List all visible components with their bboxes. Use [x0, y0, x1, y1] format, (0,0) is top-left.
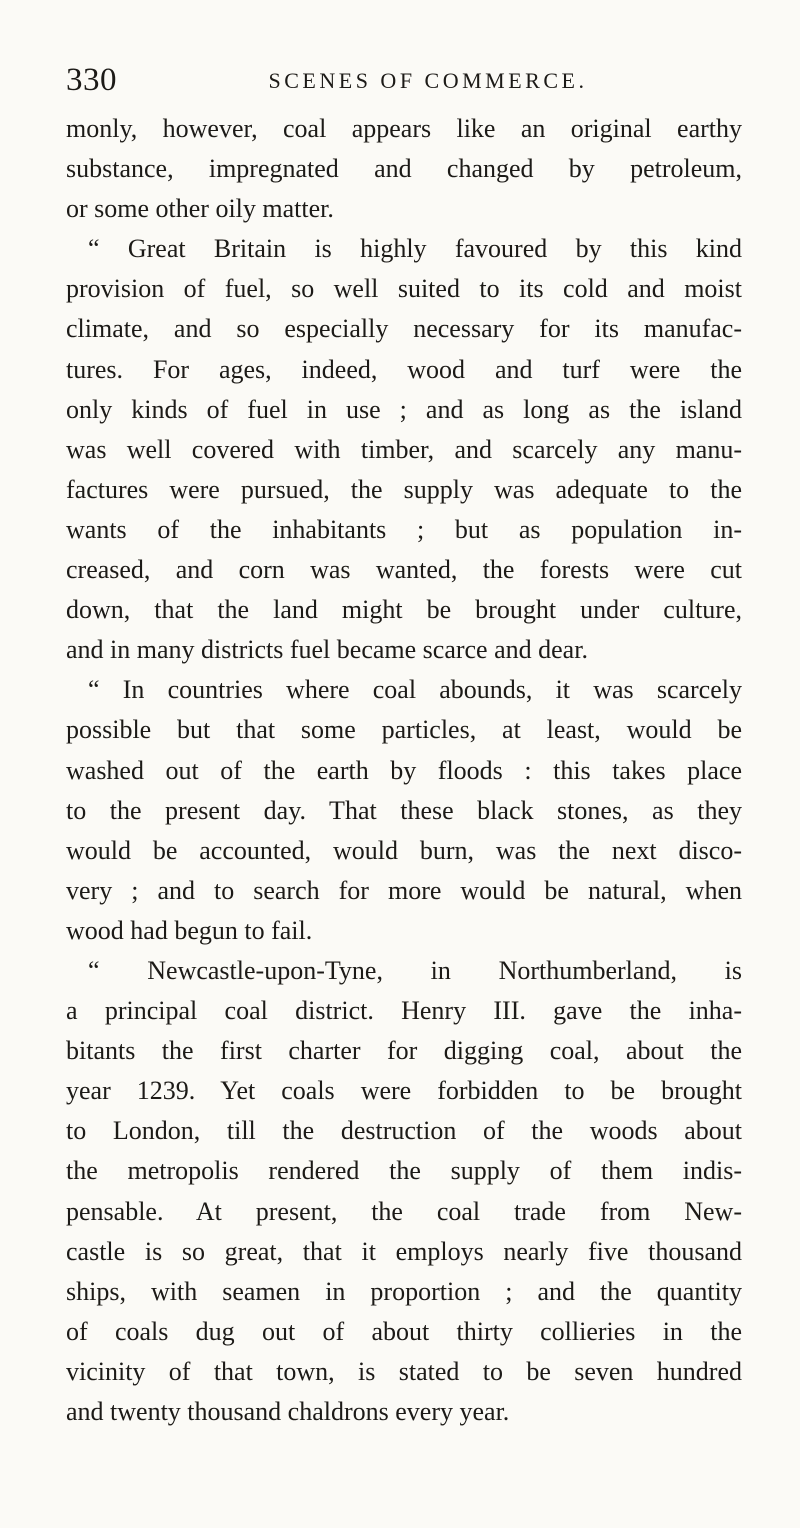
body-text: [66, 109, 742, 1432]
text-line: of coals dug out of about thirty collieries in the: [66, 1316, 742, 1346]
text-line: factures were pursued, the supply was adequate to the: [66, 474, 742, 504]
text-line: washed out of the earth by floods : this takes place: [66, 755, 742, 785]
text-line: provision of fuel, so well suited to its cold and moist: [66, 274, 742, 304]
text-line: climate, and so especially necessary for its manufac-: [66, 314, 742, 344]
text-line: and in many districts fuel became scarce and dear.: [66, 635, 588, 665]
text-line: castle is so great, that it employs nearly five thousand: [66, 1236, 742, 1266]
page-header: [66, 60, 750, 104]
text-line: pensable. At present, the coal trade from New-: [66, 1196, 742, 1226]
text-line: monly, however, coal appears like an original earthy: [66, 114, 742, 143]
text-line: year 1239. Yet coals were forbidden to be brought: [66, 1076, 742, 1106]
text-line: and twenty thousand chaldrons every year.: [66, 1397, 510, 1426]
text-line: vicinity of that town, is stated to be seven hundred: [66, 1356, 742, 1386]
page-number: 330: [66, 62, 117, 98]
text-line: “ In countries where coal abounds, it was scarcely: [88, 675, 742, 705]
text-line: substance, impregnated and changed by petroleum,: [66, 154, 742, 184]
text-line: possible but that some particles, at least, would be: [66, 715, 742, 745]
text-line: bitants the first charter for digging coal, about the: [66, 1036, 742, 1066]
text-line: to the present day. That these black stones, as they: [66, 795, 742, 825]
text-line: to London, till the destruction of the woods about: [66, 1116, 742, 1146]
running-head: SCENES OF COMMERCE.: [268, 68, 588, 93]
text-line: “ Newcastle-upon-Tyne, in Northumberland, is: [88, 955, 742, 985]
text-line: very ; and to search for more would be natural, when: [66, 875, 742, 905]
text-line: only kinds of fuel in use ; and as long as the island: [66, 394, 742, 424]
text-line: would be accounted, would burn, was the next disco-: [66, 835, 742, 865]
text-line: was well covered with timber, and scarcely any manu-: [66, 434, 742, 464]
text-line: or some other oily matter.: [66, 194, 334, 224]
text-line: tures. For ages, indeed, wood and turf were the: [66, 354, 742, 384]
text-line: creased, and corn was wanted, the forests were cut: [66, 555, 742, 585]
text-line: wood had begun to fail.: [66, 915, 313, 945]
text-line: ships, with seamen in proportion ; and the quantity: [66, 1276, 742, 1306]
text-line: down, that the land might be brought under culture,: [66, 595, 742, 625]
text-line: “ Great Britain is highly favoured by this kind: [88, 234, 742, 264]
text-line: wants of the inhabitants ; but as population in-: [66, 514, 742, 544]
text-line: a principal coal district. Henry III. gave the inha-: [66, 996, 742, 1026]
text-line: the metropolis rendered the supply of them indis-: [66, 1156, 742, 1186]
